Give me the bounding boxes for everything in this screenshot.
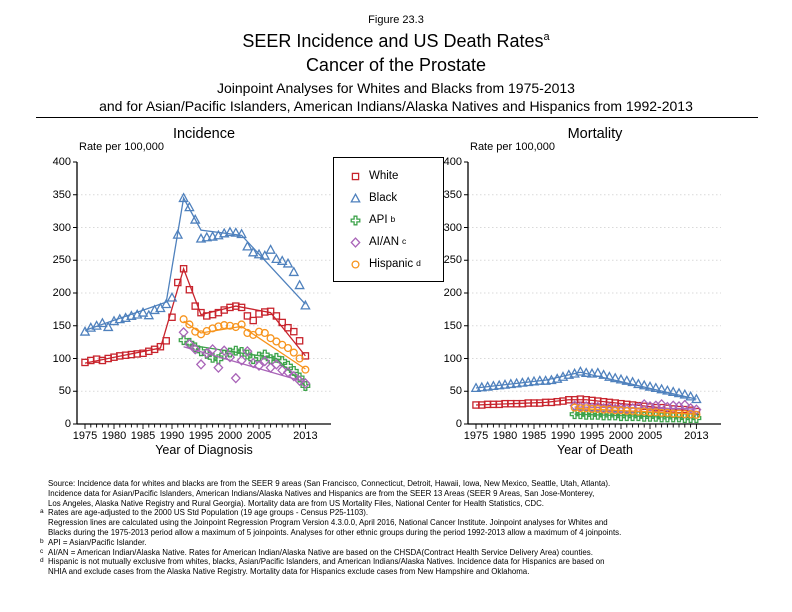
mortality-x-tick-label: 1975	[463, 430, 489, 442]
incidence-y-axis-title: Rate per 100,000	[79, 141, 165, 153]
mortality-x-axis-title: Year of Death	[557, 443, 633, 457]
incidence-y-tick-label: 0	[64, 418, 71, 430]
incidence-x-tick-label: 1975	[72, 430, 98, 442]
triangle-marker-icon	[290, 268, 298, 276]
legend-item-black	[349, 187, 443, 209]
diamond-marker-icon	[232, 374, 240, 383]
incidence-y-tick-label: 150	[52, 319, 71, 332]
footnote-line	[40, 548, 756, 558]
legend-label-aian: AI/AN	[369, 236, 400, 248]
incidence-x-axis-title: Year of Diagnosis	[155, 443, 253, 457]
footnote-marker: c	[40, 547, 44, 555]
circle-marker-icon	[302, 366, 309, 373]
circle-marker-icon	[290, 349, 297, 356]
footnote-text: Incidence data for Asian/Pacific Islanders, American Indians/Alaska Natives and Hispanics are from the SEER 13 Areas (SEER 9 Areas, San Jose-Monterey,	[48, 488, 595, 498]
legend-item-aian: AI/AN $^c$	[349, 231, 443, 253]
triangle-marker-icon	[243, 242, 251, 250]
incidence-x-tick-label: 1980	[101, 430, 127, 442]
diamond-marker-icon	[351, 238, 359, 247]
incidence-y-tick-label: 200	[52, 287, 71, 299]
triangle-marker-icon	[301, 301, 309, 309]
footnote-text: Rates are age-adjusted to the 2000 US Std Population (19 age groups - Census P25-1103).	[48, 508, 369, 518]
incidence-x-tick-label: 1985	[130, 430, 156, 442]
footnote-marker: d	[40, 557, 44, 565]
hispanic-circle-marker-icon	[349, 258, 362, 271]
legend-box	[333, 157, 444, 282]
legend-item-white	[349, 165, 443, 187]
diamond-marker-icon	[197, 360, 205, 369]
incidence-series-black	[81, 194, 310, 335]
incidence-y-tick-label: 100	[52, 352, 71, 365]
triangle-marker-icon	[295, 281, 303, 289]
incidence-y-tick-label: 50	[58, 385, 71, 398]
footnote-line	[40, 508, 756, 518]
legend-label-black: Black	[369, 192, 398, 204]
mortality-x-tick-label: 2000	[608, 430, 634, 442]
footnote-line	[40, 557, 756, 567]
footnote-text: AI/AN = American Indian/Alaska Native. Rates for American Indian/Alaska Native are based on the CHSDA(Contract Health Service Delivery Area) counties.	[48, 547, 593, 557]
triangle-marker-icon	[351, 194, 359, 202]
square-marker-icon	[297, 338, 303, 344]
white-square-marker-icon	[349, 170, 362, 183]
circle-marker-icon	[352, 261, 359, 268]
legend-label-hispanic: Hispanic	[369, 258, 414, 270]
mortality-y-tick-label: 250	[443, 254, 462, 267]
footnote-marker: b	[40, 537, 44, 545]
mortality-y-tick-label: 0	[455, 418, 462, 430]
footnote-line	[40, 538, 756, 548]
footnote-text: Source: Incidence data for whites and blacks are from the SEER 9 areas (San Francisco, Connecticut, Detroit, Hawaii, Iowa, New Mexico, Seattle, Utah, Atlanta).	[48, 479, 611, 488]
incidence-x-tick-label: 2005	[246, 430, 272, 442]
legend-item-api: API $^b$	[349, 209, 443, 231]
mortality-y-tick-label: 400	[443, 156, 462, 168]
figure-caption-line1: Joinpoint Analyses for Whites and Blacks from 1975-2013	[217, 80, 575, 96]
incidence-x-tick-label: 2000	[217, 430, 243, 442]
footnote-line	[40, 489, 756, 499]
incidence-y-tick-label: 300	[52, 221, 71, 234]
footnote-text: Regression lines are calculated using the Joinpoint Regression Program Version 4.3.0.0, April 2016, National Cancer Institute. Joinpoint analyses for Whites and	[48, 518, 608, 528]
incidence-black-trend-line	[85, 198, 305, 330]
figure-title-text: SEER Incidence and US Death Rates	[242, 31, 544, 51]
incidence-chart-title: Incidence	[172, 126, 236, 142]
footnotes-block	[40, 479, 756, 577]
plus-marker-icon	[351, 216, 360, 225]
mortality-x-tick-label: 1995	[579, 430, 605, 442]
incidence-white-trend-line	[85, 269, 305, 363]
triangle-marker-icon	[266, 245, 274, 253]
mortality-y-tick-label: 150	[443, 319, 462, 332]
mortality-y-tick-label: 300	[443, 221, 462, 234]
diamond-marker-icon	[214, 363, 222, 372]
footnote-line	[40, 499, 756, 509]
mortality-x-tick-label: 1980	[492, 430, 518, 442]
incidence-y-tick-label: 250	[52, 254, 71, 267]
legend-label-white: White	[369, 170, 399, 182]
footnote-line	[40, 567, 756, 577]
mortality-x-tick-label: 2005	[637, 430, 663, 442]
mortality-y-tick-label: 100	[443, 352, 462, 365]
mortality-y-tick-label: 200	[443, 287, 462, 299]
mortality-y-axis-title: Rate per 100,000	[470, 141, 556, 153]
figure-caption-line2: and for Asian/Pacific Islanders, American Indians/Alaska Natives and Hispanics from 1992-2013	[99, 98, 693, 114]
figure-title-superscript: a	[543, 31, 550, 43]
footnote-text: Blacks during the 1975-2013 period allow a maximum of 5 joinpoints. Analyses for other ethnic groups during the period 1992-2013 allow a maximum of 4 joinpoints.	[48, 527, 622, 537]
legend-label-api: API	[369, 214, 388, 226]
mortality-x-tick-label: 1990	[550, 430, 576, 442]
mortality-x-tick-label: 1985	[521, 430, 547, 442]
incidence-x-tick-label: 2013	[293, 430, 318, 442]
aian-diamond-marker-icon	[349, 236, 362, 249]
footnote-line	[40, 528, 756, 538]
footnote-text: API = Asian/Pacific Islander.	[48, 537, 147, 547]
footnote-marker: a	[40, 508, 44, 516]
footnote-line	[40, 518, 756, 528]
mortality-x-tick-label: 2013	[684, 430, 709, 442]
footnote-text: NHIA and exclude cases from the Alaska Native Registry. Mortality data for Hispanics exclude cases from New Hampshire and Oklahoma.	[48, 567, 530, 577]
incidence-x-tick-label: 1990	[159, 430, 185, 442]
circle-marker-icon	[285, 345, 292, 352]
incidence-x-tick-label: 1995	[188, 430, 214, 442]
legend-item-hispanic: Hispanic $^d$	[349, 253, 443, 275]
api-plus-marker-icon	[349, 214, 362, 227]
footnote-text: Los Angeles, Alaska Native Registry and Rural Georgia). Mortality data are from US Mortality Files, National Center for Health Statistics, CDC.	[48, 498, 544, 508]
figure-number: Figure 23.3	[368, 14, 424, 26]
mortality-y-tick-label: 50	[449, 385, 462, 398]
figure-subtitle: Cancer of the Prostate	[305, 55, 487, 75]
black-triangle-marker-icon	[349, 192, 362, 205]
incidence-y-tick-label: 350	[52, 188, 71, 201]
mortality-y-tick-label: 350	[443, 188, 462, 201]
mortality-chart-title: Mortality	[567, 126, 623, 142]
footnote-line	[40, 479, 756, 489]
square-marker-icon	[352, 173, 358, 179]
incidence-y-tick-label: 400	[52, 156, 71, 168]
footnote-text: Hispanic is not mutually exclusive from whites, blacks, Asian/Pacific Islanders, and American Indians/Alaska Natives. Incidence data for Hispanics are based on	[48, 557, 605, 567]
